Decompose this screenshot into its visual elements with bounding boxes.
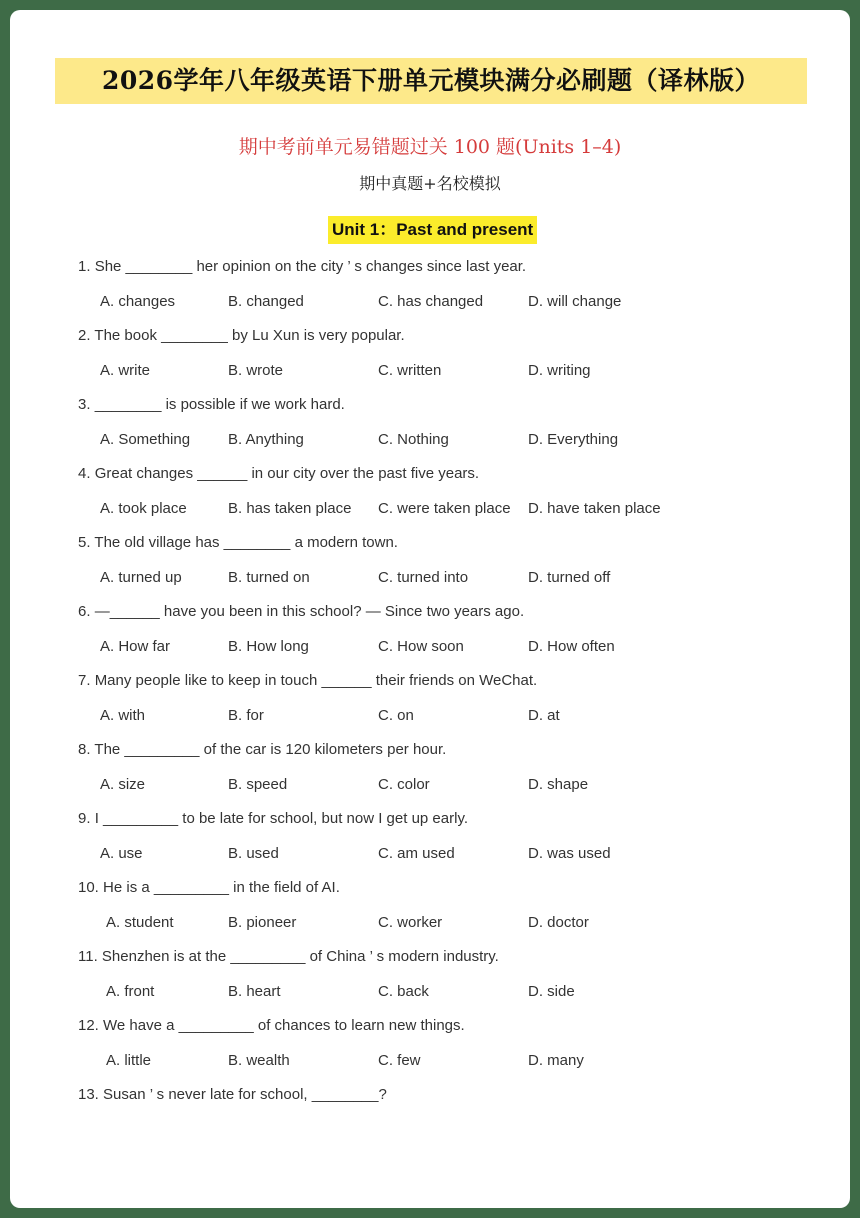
question-number: 7.: [78, 672, 91, 689]
option-b[interactable]: B. wrote: [228, 362, 284, 379]
option-a[interactable]: A. with: [100, 707, 146, 724]
option-a[interactable]: A. little: [106, 1052, 152, 1069]
question-9: [78, 808, 468, 830]
option-b[interactable]: B. Anything: [228, 431, 304, 448]
option-d[interactable]: D. will change: [528, 293, 622, 310]
option-a[interactable]: A. How far: [100, 638, 171, 655]
option-d[interactable]: D. doctor: [528, 914, 589, 931]
question-number: 8.: [78, 741, 91, 758]
question-text: The old village has ________ a modern town.: [94, 534, 398, 551]
option-a[interactable]: A. size: [100, 776, 146, 793]
source-subtitle: 期中真题+名校模拟: [359, 174, 501, 193]
option-a[interactable]: A. took place: [100, 500, 187, 517]
question-text: Susan ’ s never late for school, ________?: [103, 1086, 387, 1103]
option-d[interactable]: D. at: [528, 707, 560, 724]
question-number: 9.: [78, 810, 91, 827]
question-text: I _________ to be late for school, but now I get up early.: [94, 810, 468, 827]
option-b[interactable]: B. pioneer: [228, 914, 297, 931]
question-8: [78, 739, 446, 761]
question-number: 5.: [78, 534, 91, 551]
options-row-2: [10, 360, 850, 382]
option-b[interactable]: B. changed: [228, 293, 304, 310]
option-a[interactable]: A. changes: [100, 293, 176, 310]
options-row-6: [10, 636, 850, 658]
option-d[interactable]: D. many: [528, 1052, 584, 1069]
question-text: The book ________ by Lu Xun is very popular.: [94, 327, 405, 344]
option-b[interactable]: B. How long: [228, 638, 309, 655]
option-c[interactable]: C. back: [378, 983, 429, 1000]
option-a[interactable]: A. use: [100, 845, 143, 862]
question-text: Many people like to keep in touch ______ their friends on WeChat.: [94, 672, 538, 689]
worksheet-page: [10, 10, 850, 1208]
option-c[interactable]: C. has changed: [378, 293, 484, 310]
option-c[interactable]: C. on: [378, 707, 414, 724]
options-row-12: [10, 1050, 850, 1072]
options-row-5: [10, 567, 850, 589]
option-c[interactable]: C. How soon: [378, 638, 464, 655]
option-d[interactable]: D. Everything: [528, 431, 619, 448]
question-7: [78, 670, 537, 692]
question-text: She ________ her opinion on the city ’ s changes since last year.: [94, 258, 527, 275]
option-c[interactable]: C. am used: [378, 845, 455, 862]
option-a[interactable]: A. front: [106, 983, 155, 1000]
question-4: [78, 463, 479, 485]
options-row-10: [10, 912, 850, 934]
options-row-1: [10, 291, 850, 313]
option-b[interactable]: B. used: [228, 845, 279, 862]
option-c[interactable]: C. Nothing: [378, 431, 449, 448]
option-d[interactable]: D. side: [528, 983, 575, 1000]
option-a[interactable]: A. write: [100, 362, 151, 379]
question-number: 3.: [78, 396, 91, 413]
question-number: 4.: [78, 465, 91, 482]
question-text: Great changes ______ in our city over the past five years.: [94, 465, 480, 482]
option-d[interactable]: D. shape: [528, 776, 589, 793]
option-c[interactable]: C. worker: [378, 914, 443, 931]
option-d[interactable]: D. was used: [528, 845, 611, 862]
unit-heading: Unit 1：Past and present: [328, 216, 537, 244]
option-b[interactable]: B. has taken place: [228, 500, 352, 517]
option-b[interactable]: B. turned on: [228, 569, 310, 586]
option-d[interactable]: D. How often: [528, 638, 615, 655]
question-number: 13.: [78, 1086, 99, 1103]
option-c[interactable]: C. written: [378, 362, 442, 379]
question-number: 1.: [78, 258, 91, 275]
question-text: —______ have you been in this school? — Since two years ago.: [94, 603, 525, 620]
options-row-4: [10, 498, 850, 520]
option-b[interactable]: B. for: [228, 707, 264, 724]
question-number: 12.: [78, 1017, 99, 1034]
option-d[interactable]: D. turned off: [528, 569, 611, 586]
question-11: [78, 946, 499, 968]
question-10: [78, 877, 340, 899]
question-text: We have a _________ of chances to learn new things.: [103, 1017, 465, 1034]
question-3: [78, 394, 345, 416]
question-text: He is a _________ in the field of AI.: [103, 879, 340, 896]
option-b[interactable]: B. wealth: [228, 1052, 290, 1069]
option-c[interactable]: C. few: [378, 1052, 421, 1069]
question-1: [78, 256, 526, 278]
question-12: [78, 1015, 465, 1037]
page-title: 2026学年八年级英语下册单元模块满分必刷题（译林版）: [55, 58, 807, 104]
question-number: 10.: [78, 879, 99, 896]
option-c[interactable]: C. were taken place: [378, 500, 511, 517]
option-b[interactable]: B. speed: [228, 776, 288, 793]
question-13: [78, 1084, 387, 1106]
option-a[interactable]: A. student: [106, 914, 174, 931]
question-text: The _________ of the car is 120 kilometers per hour.: [94, 741, 447, 758]
option-c[interactable]: C. turned into: [378, 569, 469, 586]
option-c[interactable]: C. color: [378, 776, 430, 793]
options-row-11: [10, 981, 850, 1003]
options-row-9: [10, 843, 850, 865]
question-5: [78, 532, 398, 554]
question-6: [78, 601, 524, 623]
option-b[interactable]: B. heart: [228, 983, 281, 1000]
question-2: [78, 325, 405, 347]
question-number: 2.: [78, 327, 91, 344]
question-text: Shenzhen is at the _________ of China ’ s modern industry.: [101, 948, 499, 965]
question-number: 6.: [78, 603, 91, 620]
question-number: 11.: [78, 948, 98, 965]
options-row-8: [10, 774, 850, 796]
option-d[interactable]: D. writing: [528, 362, 591, 379]
options-row-7: [10, 705, 850, 727]
option-d[interactable]: D. have taken place: [528, 500, 661, 517]
option-a[interactable]: A. turned up: [100, 569, 182, 586]
question-text: ________ is possible if we work hard.: [94, 396, 345, 413]
section-subtitle: 期中考前单元易错题过关 100 题(Units 1–4): [238, 136, 622, 158]
option-a[interactable]: A. Something: [100, 431, 191, 448]
options-row-3: [10, 429, 850, 451]
